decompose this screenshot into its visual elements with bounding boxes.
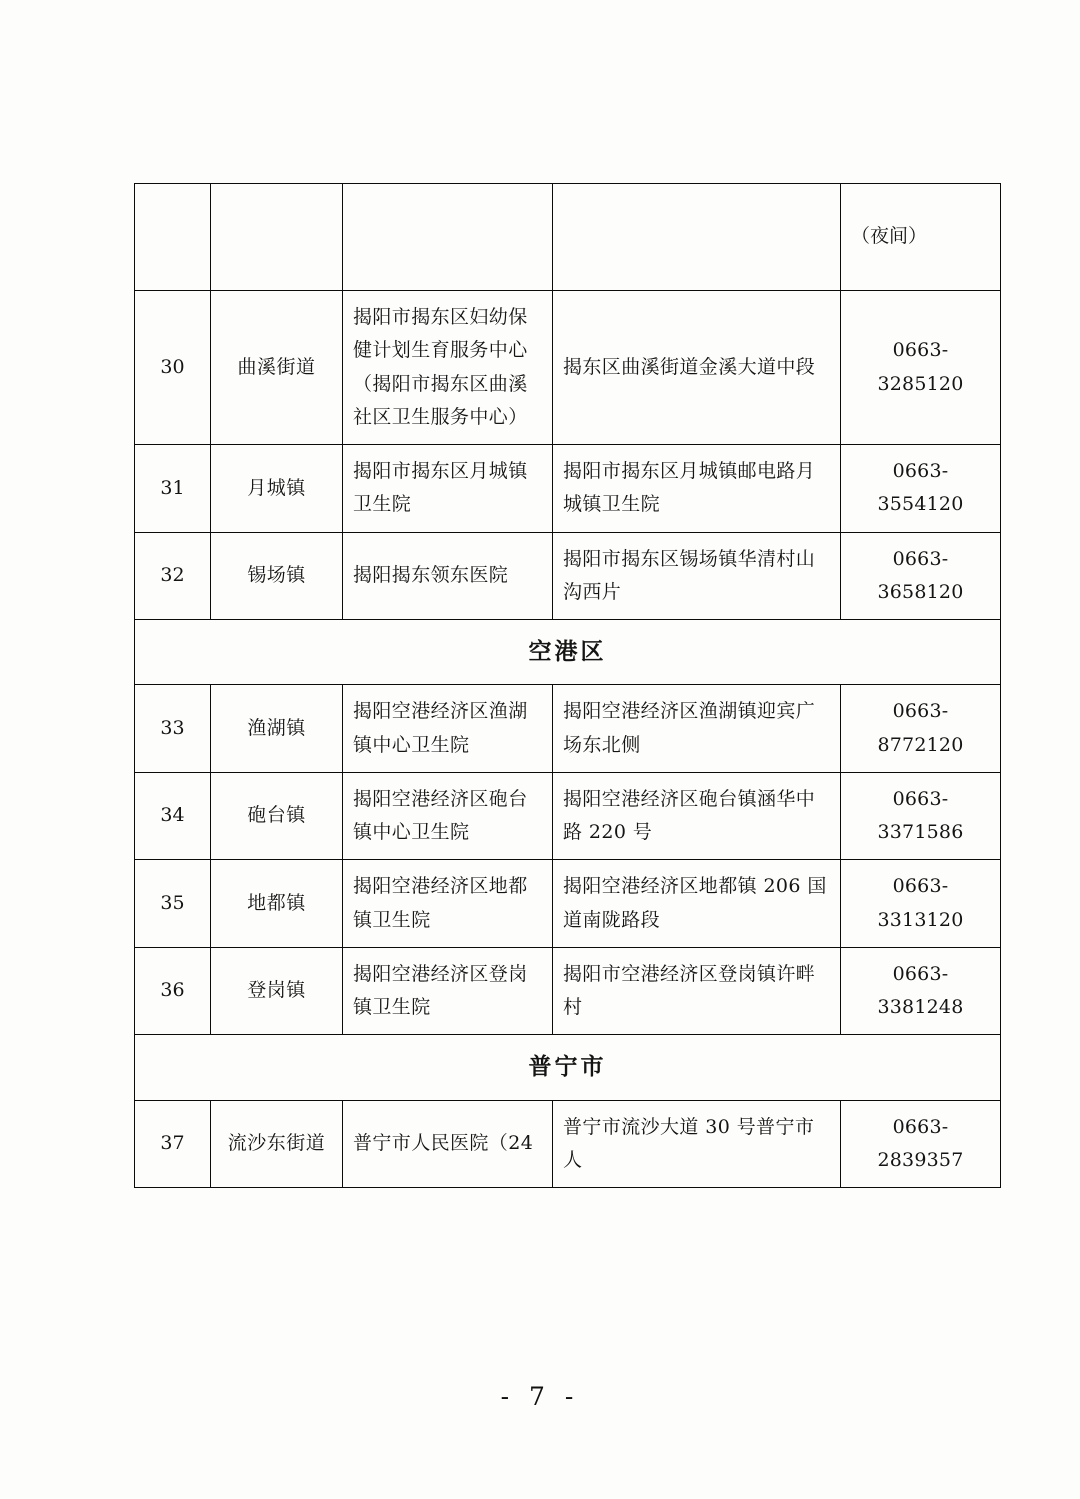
cell-institution-empty xyxy=(343,184,553,291)
table-row xyxy=(135,860,1001,948)
cell-address: 揭阳市空港经济区登岗镇许畔村 xyxy=(553,947,841,1035)
table-row xyxy=(135,947,1001,1035)
table-row xyxy=(135,445,1001,533)
cell-town: 月城镇 xyxy=(211,445,343,533)
cell-no: 32 xyxy=(135,532,211,620)
table-row xyxy=(135,685,1001,773)
cell-telephone: 0663-3285120 xyxy=(841,291,1001,445)
table-row xyxy=(135,532,1001,620)
cell-town: 锡场镇 xyxy=(211,532,343,620)
cell-no-empty xyxy=(135,184,211,291)
cell-telephone: 0663-2839357 xyxy=(841,1100,1001,1188)
cell-no: 36 xyxy=(135,947,211,1035)
cell-address: 揭阳市揭东区锡场镇华清村山沟西片 xyxy=(553,532,841,620)
cell-no: 31 xyxy=(135,445,211,533)
table-row xyxy=(135,1100,1001,1188)
cell-telephone: 0663-3658120 xyxy=(841,532,1001,620)
cell-town: 砲台镇 xyxy=(211,772,343,860)
cell-institution: 揭阳揭东领东医院 xyxy=(343,532,553,620)
table-row xyxy=(135,772,1001,860)
cell-no: 33 xyxy=(135,685,211,773)
cell-institution: 普宁市人民医院（24 xyxy=(343,1100,553,1188)
section-title: 普宁市 xyxy=(135,1035,1001,1100)
cell-address: 揭阳空港经济区砲台镇涵华中路 220 号 xyxy=(553,772,841,860)
cell-telephone: 0663-3554120 xyxy=(841,445,1001,533)
table-row-partial-top xyxy=(135,184,1001,291)
cell-telephone: 0663-3313120 xyxy=(841,860,1001,948)
section-header-konggang xyxy=(135,620,1001,685)
facility-table xyxy=(134,183,1001,1188)
cell-address: 普宁市流沙大道 30 号普宁市人 xyxy=(553,1100,841,1188)
cell-telephone: 0663-3371586 xyxy=(841,772,1001,860)
cell-address: 揭阳市揭东区月城镇邮电路月城镇卫生院 xyxy=(553,445,841,533)
cell-no: 37 xyxy=(135,1100,211,1188)
cell-institution: 揭阳空港经济区登岗镇卫生院 xyxy=(343,947,553,1035)
section-header-puning xyxy=(135,1035,1001,1100)
table-row xyxy=(135,291,1001,445)
cell-address: 揭东区曲溪街道金溪大道中段 xyxy=(553,291,841,445)
cell-town: 曲溪街道 xyxy=(211,291,343,445)
cell-night-note: （夜间） xyxy=(841,184,1001,291)
cell-town-empty xyxy=(211,184,343,291)
cell-town: 渔湖镇 xyxy=(211,685,343,773)
cell-address: 揭阳空港经济区渔湖镇迎宾广场东北侧 xyxy=(553,685,841,773)
cell-town: 登岗镇 xyxy=(211,947,343,1035)
cell-institution: 揭阳空港经济区地都镇卫生院 xyxy=(343,860,553,948)
cell-address: 揭阳空港经济区地都镇 206 国道南陇路段 xyxy=(553,860,841,948)
cell-town: 地都镇 xyxy=(211,860,343,948)
cell-no: 34 xyxy=(135,772,211,860)
cell-institution: 揭阳市揭东区妇幼保健计划生育服务中心（揭阳市揭东区曲溪社区卫生服务中心） xyxy=(343,291,553,445)
cell-address-empty xyxy=(553,184,841,291)
cell-telephone: 0663-3381248 xyxy=(841,947,1001,1035)
cell-telephone: 0663-8772120 xyxy=(841,685,1001,773)
section-title: 空港区 xyxy=(135,620,1001,685)
page-number: - 7 - xyxy=(500,1382,580,1411)
cell-institution: 揭阳空港经济区砲台镇中心卫生院 xyxy=(343,772,553,860)
cell-no: 30 xyxy=(135,291,211,445)
cell-no: 35 xyxy=(135,860,211,948)
cell-institution: 揭阳市揭东区月城镇卫生院 xyxy=(343,445,553,533)
cell-institution: 揭阳空港经济区渔湖镇中心卫生院 xyxy=(343,685,553,773)
cell-town: 流沙东街道 xyxy=(211,1100,343,1188)
